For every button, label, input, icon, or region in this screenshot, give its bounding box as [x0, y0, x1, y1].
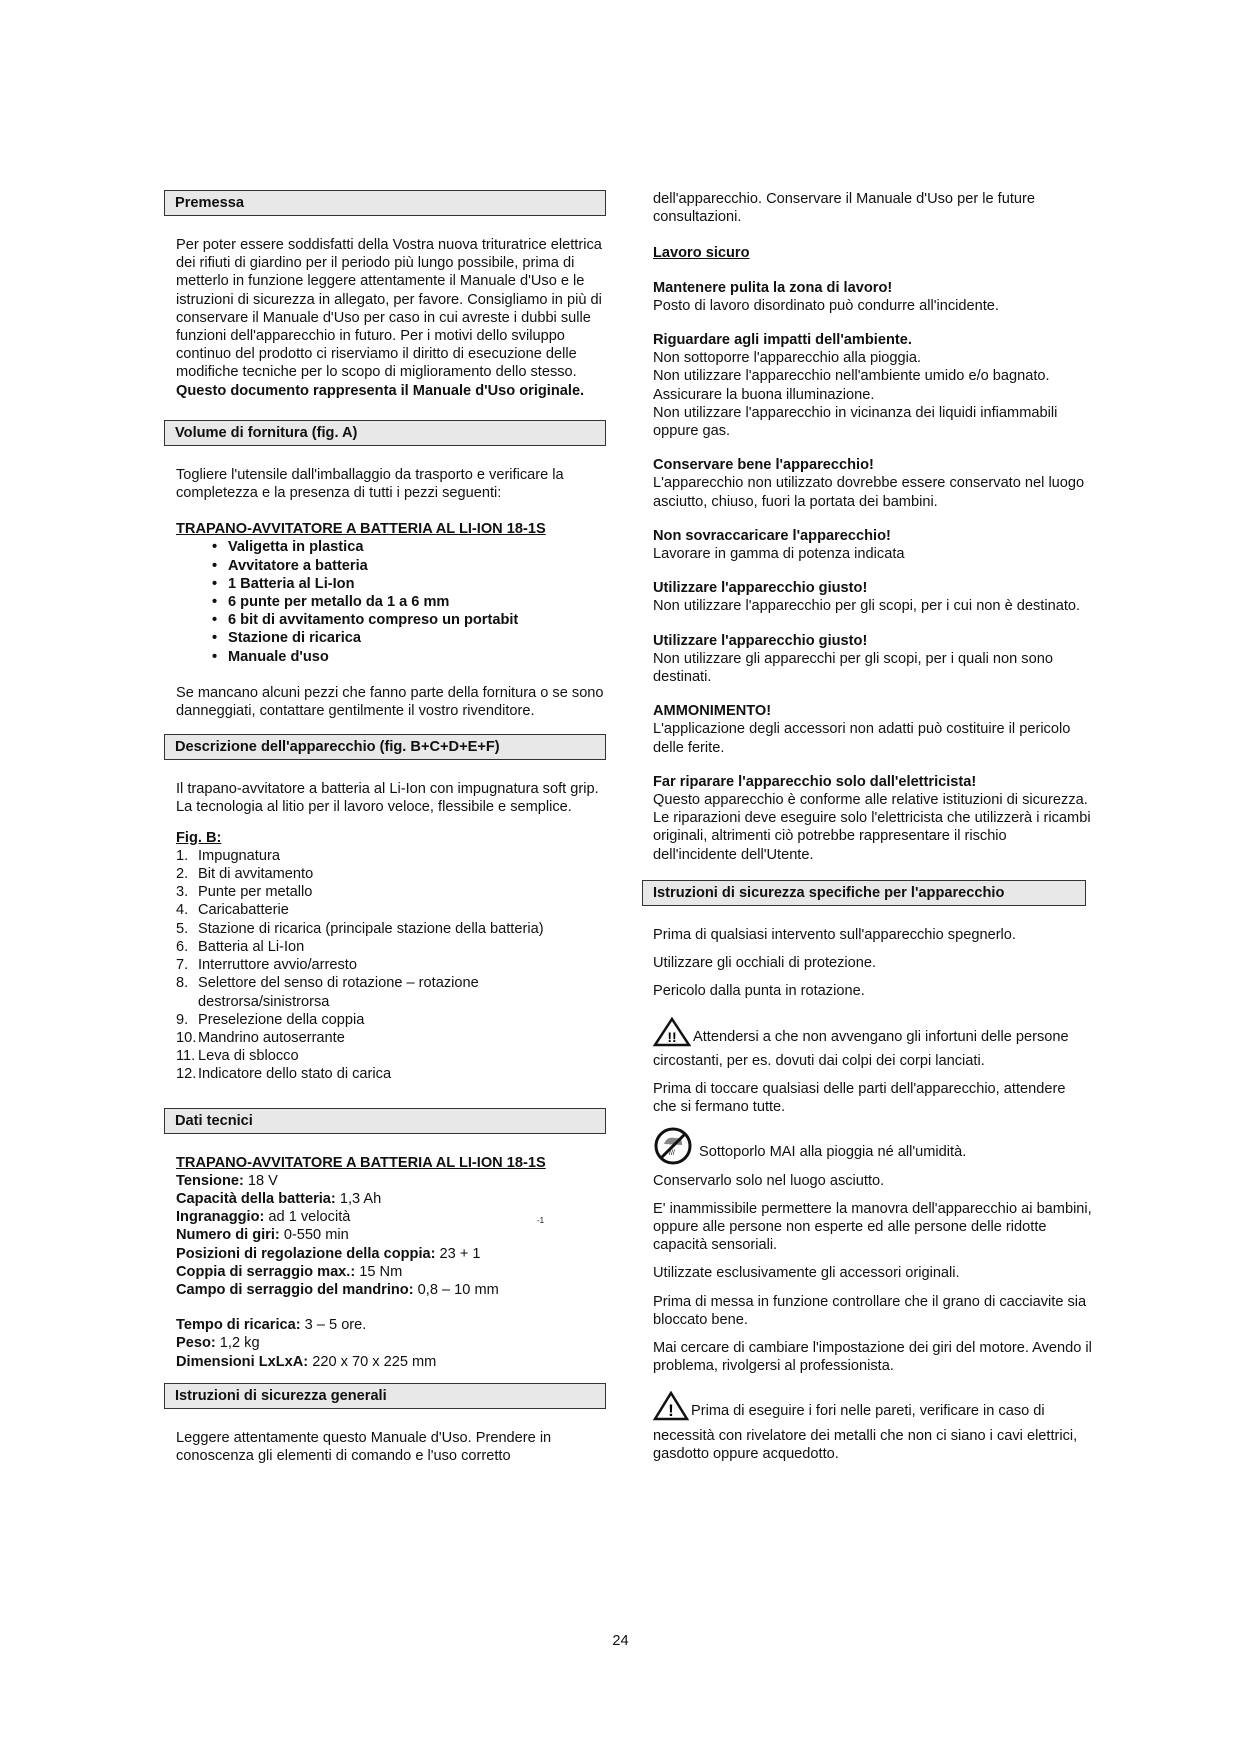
- no-rain-icon: [653, 1126, 693, 1171]
- volume-item: • 1 Batteria al Li-Ion: [228, 575, 606, 593]
- safety-block: Utilizzare l'apparecchio giusto! Non utilizzare gli apparecchi per gli scopi, per i quali non sono destinati.: [653, 632, 1053, 686]
- fig-b-item: 8. Selettore del senso di rotazione – rotazione destrorsa/sinistrorsa: [176, 975, 479, 1010]
- volume-item: • 6 punte per metallo da 1 a 6 mm: [228, 593, 606, 611]
- spec-p1: Prima di qualsiasi intervento sull'apparecchio spegnerlo.: [653, 926, 1016, 943]
- spec-row: Campo di serraggio del mandrino: 0,8 – 10 mm: [176, 1281, 499, 1298]
- spec-row: Capacità della batteria: 1,3 Ah: [176, 1190, 382, 1207]
- specs-list: [176, 1172, 606, 1299]
- spec-row: Numero di giri: 0-550 min: [176, 1227, 349, 1244]
- left-column: [164, 190, 606, 1465]
- fig-b-item: 2. Bit di avvitamento: [176, 866, 314, 883]
- right-column: [653, 190, 1093, 1463]
- section-header-descrizione: Descrizione dell'apparecchio (fig. B+C+D+E+F): [164, 734, 606, 760]
- fig-b-item: 6. Batteria al Li-Ion: [176, 938, 305, 955]
- fig-b-label: Fig. B:: [176, 829, 222, 846]
- spec-p2: Utilizzare gli occhiali di protezione.: [653, 955, 877, 972]
- spec-p7: E' inammissibile permettere la manovra dell'apparecchio ai bambini, oppure alle persone non esperte ed alle persone delle ridotte capacità sensoriali.: [653, 1200, 1092, 1254]
- dati-product: TRAPANO-AVVITATORE A BATTERIA AL LI-ION 18-1S: [176, 1154, 546, 1171]
- svg-text:!: !: [668, 1401, 674, 1421]
- spec-p11: ! Prima di eseguire i fori nelle pareti, verificare in caso di necessità con rivelatore dei metalli che non ci siano i cavi elettrici, gasdotto oppure acquedotto.: [653, 1391, 1093, 1463]
- fig-b-item: 12. Indicatore dello stato di carica: [176, 1066, 392, 1083]
- spec-row: Tempo di ricarica: 3 – 5 ore.: [176, 1317, 367, 1334]
- spec-row: Dimensioni LxLxA: 220 x 70 x 225 mm: [176, 1353, 437, 1370]
- volume-item: • Avvitatore a batteria: [228, 557, 606, 575]
- section-header-specifiche: Istruzioni di sicurezza specifiche per l'apparecchio: [642, 880, 1086, 906]
- fig-b-item: 9. Preselezione della coppia: [176, 1011, 365, 1028]
- continuation-text: dell'apparecchio. Conservare il Manuale d'Uso per le future consultazioni.: [653, 191, 1035, 226]
- safety-block: Far riparare l'apparecchio solo dall'elettricista! Questo apparecchio è conforme alle relative istituzioni di sicurezza. Le riparazioni deve eseguire solo l'elettricista che utilizzerà i ricambi originali, altrimenti ciò potrebbe rappresentare il rischio dell'incidente dell'Utente.: [653, 773, 1091, 863]
- specs-list-2: [176, 1316, 606, 1371]
- spec-p10: Mai cercare di cambiare l'impostazione dei giri del motore. Avendo il problema, rivolgersi al professionista.: [653, 1339, 1092, 1375]
- spec-p5: Prima di toccare qualsiasi delle parti dell'apparecchio, attendere che si fermano tutte.: [653, 1080, 1066, 1116]
- svg-text:///: ///: [669, 1150, 675, 1158]
- rpm-superscript: -1: [537, 1215, 545, 1225]
- spec-row: Ingranaggio: ad 1 velocità: [176, 1209, 351, 1226]
- safety-block: Utilizzare l'apparecchio giusto! Non utilizzare l'apparecchio per gli scopi, per i cui non è destinato.: [653, 580, 1081, 615]
- istruzioni-text: Leggere attentamente questo Manuale d'Uso. Prendere in conoscenza gli elementi di comando e l'uso corretto: [176, 1429, 552, 1464]
- safety-block: Conservare bene l'apparecchio! L'apparecchio non utilizzato dovrebbe essere conservato nel luogo asciutto, chiuso, fuori la portata dei bambini.: [653, 457, 1085, 510]
- lavoro-sicuro-heading: Lavoro sicuro: [653, 245, 750, 262]
- safety-blocks: [653, 279, 1093, 864]
- fig-b-list: [176, 847, 606, 1084]
- volume-note: Se mancano alcuni pezzi che fanno parte della fornitura o se sono danneggiati, contattare gentilmente il vostro rivenditore.: [176, 684, 604, 720]
- volume-intro: Togliere l'utensile dall'imballaggio da trasporto e verificare la completezza e la presenza di tutti i pezzi seguenti:: [176, 466, 564, 502]
- volume-list: [176, 538, 606, 665]
- safety-block: AMMONIMENTO! L'applicazione degli accessori non adatti può costituire il pericolo delle ferite.: [653, 703, 1071, 756]
- fig-b-item: 7. Interruttore avvio/arresto: [176, 957, 357, 974]
- fig-b-item: 1. Impugnatura: [176, 847, 280, 864]
- volume-item: • Stazione di ricarica: [228, 629, 606, 647]
- section-header-dati: Dati tecnici: [164, 1108, 606, 1134]
- safety-block: Non sovraccaricare l'apparecchio! Lavorare in gamma di potenza indicata: [653, 527, 905, 563]
- section-header-premessa: Premessa: [164, 190, 606, 216]
- volume-product: TRAPANO-AVVITATORE A BATTERIA AL LI-ION 18-1S: [176, 521, 546, 538]
- premessa-text: Per poter essere soddisfatti della Vostra nuova trituratrice elettrica dei rifiuti di giardino per il periodo più lungo possibile, prima di metterlo in funzione leggere attentamente il Manuale d'Uso e le istruzioni di sicurezza in allegato, per favore. Consigliamo in più di conservare il Manuale d'Uso per caso in cui avreste i dubbi sulle funzioni dell'apparecchio in futuro. Per i motivi dello sviluppo continuo del prodotto ci riserviamo il diritto di esecuzione delle modifiche tecniche per lo scopo di miglioramento dello stesso.: [176, 237, 602, 381]
- fig-b-item: 3. Punte per metallo: [176, 884, 313, 901]
- spec-p6: /// Sottoporlo MAI alla pioggia né all'umidità. Conservarlo solo nel luogo asciutto.: [653, 1126, 1093, 1189]
- spec-row: Posizioni di regolazione della coppia: 23 + 1: [176, 1245, 481, 1262]
- section-header-volume: Volume di fornitura (fig. A): [164, 420, 606, 446]
- fig-b-item: 11. Leva di sblocco: [176, 1048, 299, 1065]
- spec-p8: Utilizzate esclusivamente gli accessori originali.: [653, 1265, 960, 1282]
- spec-p4: !! Attendersi a che non avvengano gli infortuni delle persone circostanti, per es. dovuti dai colpi dei corpi lanciati.: [653, 1017, 1093, 1070]
- volume-item: • Manuale d'uso: [228, 648, 606, 666]
- volume-item: • 6 bit di avvitamento compreso un portabit: [228, 611, 606, 629]
- svg-text:!!: !!: [667, 1028, 677, 1045]
- fig-b-item: 5. Stazione di ricarica (principale stazione della batteria): [176, 920, 544, 937]
- spec-row: Coppia di serraggio max.: 15 Nm: [176, 1263, 403, 1280]
- spec-p3: Pericolo dalla punta in rotazione.: [653, 983, 865, 1000]
- premessa-bold: Questo documento rappresenta il Manuale d'Uso originale.: [176, 382, 585, 399]
- warning-exclamation-icon: [653, 1391, 689, 1426]
- fig-b-item: 4. Caricabatterie: [176, 902, 289, 919]
- warning-triangle-icon: [653, 1017, 691, 1052]
- descrizione-intro: Il trapano-avvitatore a batteria al Li-Ion con impugnatura soft grip. La tecnologia al litio per il lavoro veloce, flessibile e semplice.: [176, 781, 599, 816]
- fig-b-item: 10. Mandrino autoserrante: [176, 1029, 345, 1046]
- safety-block: Riguardare agli impatti dell'ambiente. Non sottoporre l'apparecchio alla pioggia. Non utilizzare l'apparecchio nell'ambiente umido e/o bagnato. Assicurare la buona illuminazione. Non utilizzare l'apparecchio in vicinanza dei liquidi infiammabili oppure gas.: [653, 332, 1058, 440]
- page-number: 24: [612, 1633, 629, 1649]
- section-header-istruzioni: Istruzioni di sicurezza generali: [164, 1383, 606, 1409]
- safety-block: Mantenere pulita la zona di lavoro! Posto di lavoro disordinato può condurre all'incidente.: [653, 279, 999, 314]
- spec-p9: Prima di messa in funzione controllare che il grano di cacciavite sia bloccato bene.: [653, 1293, 1087, 1328]
- volume-item: • Valigetta in plastica: [228, 538, 606, 556]
- spec-row: Peso: 1,2 kg: [176, 1335, 260, 1352]
- spec-row: Tensione: 18 V: [176, 1172, 278, 1189]
